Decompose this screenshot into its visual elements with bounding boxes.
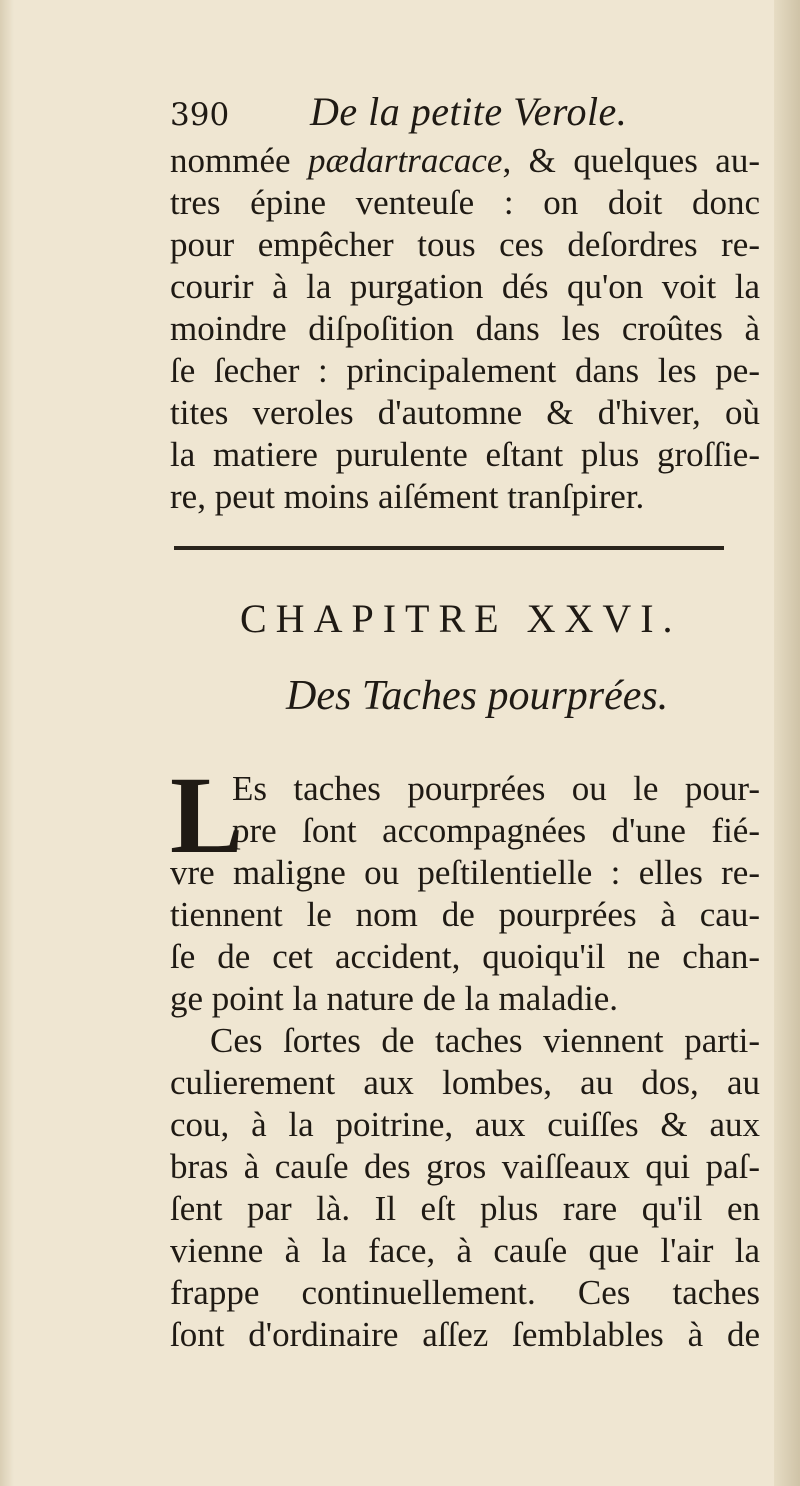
text-line: la matiere purulente eſtant plus groſſie- [170, 435, 760, 474]
running-title: De la petite Verole. [310, 89, 628, 134]
chapter-body [170, 754, 760, 1356]
text-line: re, peut moins aiſément tranſpirer. [170, 477, 645, 516]
text-line: vienne à la face, à cauſe que l'air la [170, 1231, 760, 1270]
paragraph-1 [170, 754, 760, 1020]
chapter-heading: CHAPITRE XXVI. [240, 596, 682, 641]
text-line: culierement aux lombes, au dos, au [170, 1063, 760, 1102]
text-line: courir à la purgation dés qu'on voit la [170, 267, 760, 306]
text-line: vre maligne ou peſtilentielle : elles re- [170, 853, 760, 892]
text-line: ſont d'ordinaire aſſez ſemblables à de [170, 1315, 760, 1354]
text-line: Ces ſortes de taches viennent parti- [210, 1021, 760, 1060]
page-right-edge [774, 0, 800, 1486]
text-line: Es taches pourprées ou le pour- [232, 769, 760, 808]
text-line: frappe continuellement. Ces taches [170, 1273, 760, 1312]
drop-cap: L [170, 754, 244, 876]
text-line: moindre diſpoſition dans les croûtes à [170, 309, 760, 348]
top-text-block [170, 88, 760, 518]
text-line: tres épine venteuſe : on doit donc [170, 183, 760, 222]
continuation-paragraph [170, 140, 760, 518]
text-line: bras à cauſe des gros vaiſſeaux qui paſ- [170, 1147, 760, 1186]
running-head [170, 88, 760, 140]
text-line: ſe ſecher : principalement dans les pe- [170, 351, 760, 390]
chapter-subtitle: Des Taches pourprées. [286, 673, 669, 719]
page-number: 390 [170, 97, 230, 133]
text-line: nommée pædartracace, & quelques au- [170, 141, 760, 180]
page-left-edge [0, 0, 14, 1486]
text-line: ge point la nature de la maladie. [170, 979, 619, 1018]
text-line: ſent par là. Il eſt plus rare qu'il en [170, 1189, 760, 1228]
text-line: cou, à la poitrine, aux cuiſſes & aux [170, 1105, 760, 1144]
paragraph-2 [170, 1020, 760, 1356]
text-line: pre ſont accompagnées d'une fié- [232, 811, 760, 850]
text-line: tites veroles d'automne & d'hiver, où [170, 393, 760, 432]
text-line: pour empêcher tous ces deſordres re- [170, 225, 760, 264]
section-divider-rule [174, 546, 724, 550]
text-line: tiennent le nom de pourprées à cau- [170, 895, 760, 934]
text-line: ſe de cet accident, quoiqu'il ne chan- [170, 937, 760, 976]
